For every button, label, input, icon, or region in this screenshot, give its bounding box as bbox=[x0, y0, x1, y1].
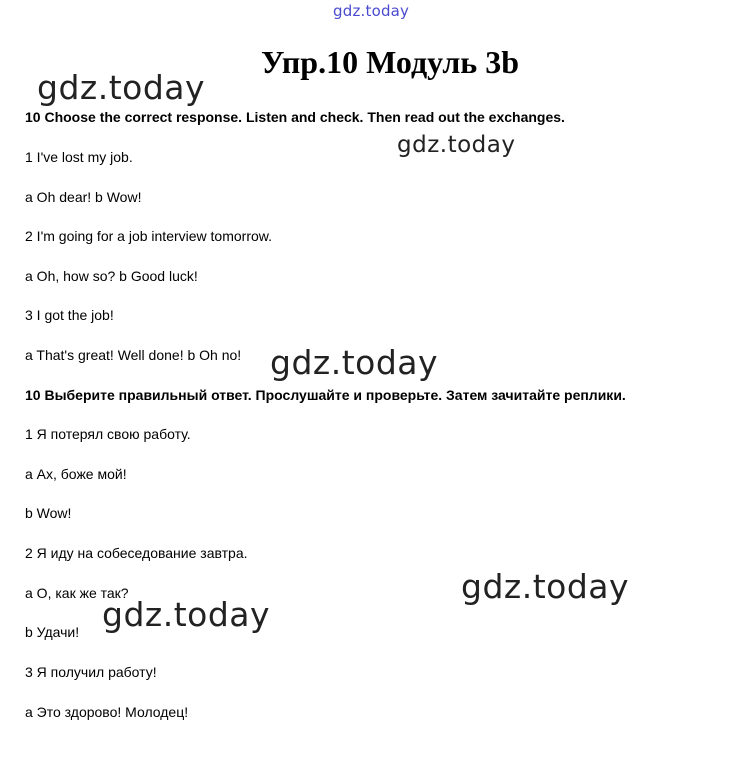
watermark: gdz.today bbox=[461, 567, 630, 606]
russian-line: b Удачи! bbox=[25, 624, 80, 640]
watermark: gdz.today bbox=[102, 595, 271, 634]
russian-line: 3 Я получил работу! bbox=[25, 664, 157, 680]
watermark: gdz.today bbox=[270, 343, 439, 382]
english-line: a That's great! Well done! b Oh no! bbox=[25, 347, 242, 363]
english-line: 2 I'm going for a job interview tomorrow. bbox=[25, 228, 273, 244]
english-line: a Oh dear! b Wow! bbox=[25, 189, 142, 205]
top-watermark: gdz.today bbox=[333, 2, 410, 20]
russian-line: a Ах, боже мой! bbox=[25, 466, 127, 482]
russian-line: b Wow! bbox=[25, 505, 72, 521]
english-instruction: 10 Choose the correct response. Listen and check. Then read out the exchanges. bbox=[25, 109, 565, 125]
russian-instruction: 10 Выберите правильный ответ. Прослушайте и проверьте. Затем зачитайте реплики. bbox=[25, 387, 626, 403]
russian-line: a Это здорово! Молодец! bbox=[25, 704, 189, 720]
russian-line: 2 Я иду на собеседование завтра. bbox=[25, 545, 248, 561]
watermark: gdz.today bbox=[37, 68, 206, 107]
english-line: 1 I've lost my job. bbox=[25, 149, 133, 165]
russian-line: a О, как же так? bbox=[25, 585, 129, 601]
watermark: gdz.today bbox=[397, 132, 516, 158]
english-line: a Oh, how so? b Good luck! bbox=[25, 268, 198, 284]
english-line: 3 I got the job! bbox=[25, 307, 114, 323]
page-title: Упр.10 Модуль 3b bbox=[260, 44, 519, 80]
russian-line: 1 Я потерял свою работу. bbox=[25, 426, 191, 442]
